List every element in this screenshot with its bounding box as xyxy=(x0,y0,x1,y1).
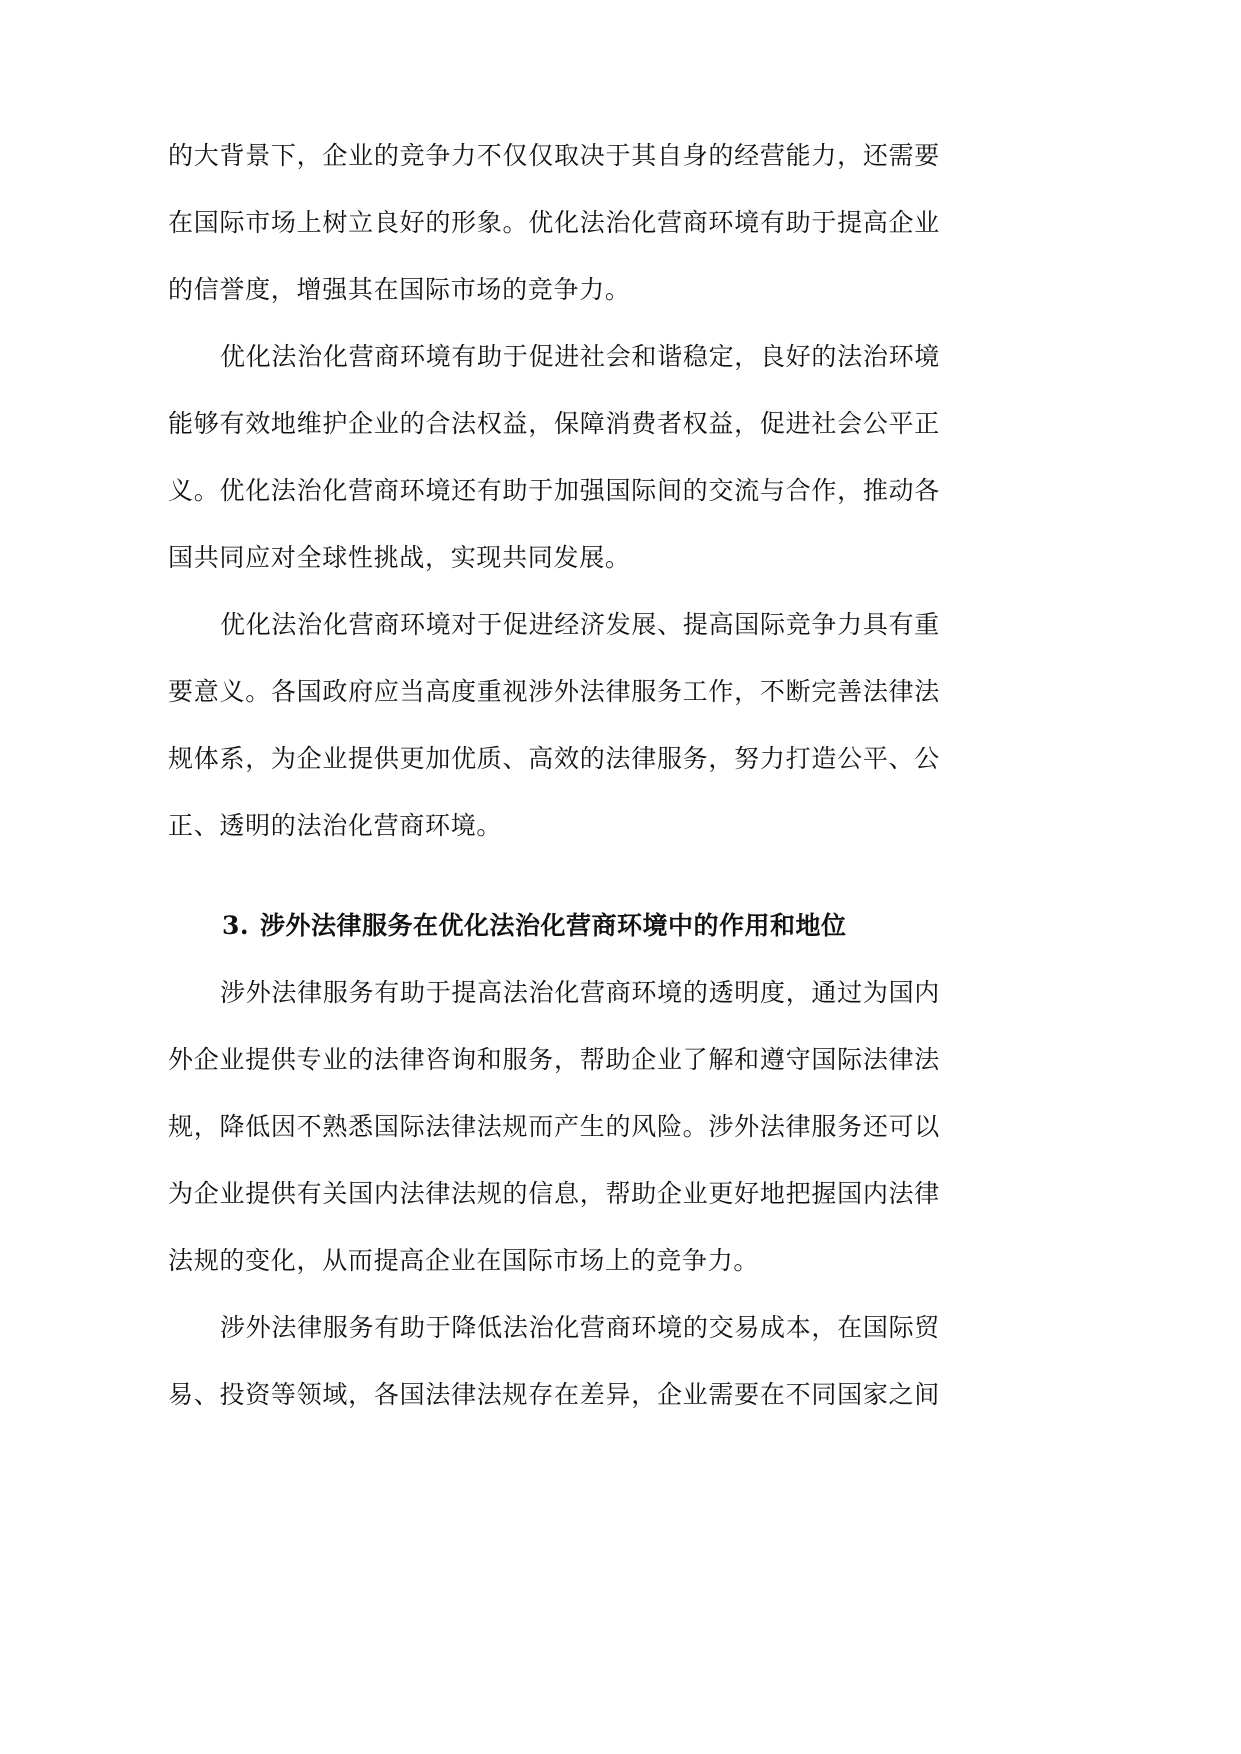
text-line: 外企业提供专业的法律咨询和服务，帮助企业了解和遵守国际法律法 xyxy=(168,1045,940,1074)
text-line: 国共同应对全球性挑战，实现共同发展。 xyxy=(168,543,631,572)
text-line: 涉外法律服务有助于提高法治化营商环境的透明度，通过为国内 xyxy=(220,978,940,1007)
text-line: 为企业提供有关国内法律法规的信息，帮助企业更好地把握国内法律 xyxy=(168,1179,940,1208)
text-line: 义。优化法治化营商环境还有助于加强国际间的交流与合作，推动各 xyxy=(168,476,940,505)
text-line: 要意义。各国政府应当高度重视涉外法律服务工作，不断完善法律法 xyxy=(168,677,940,706)
text-line: 涉外法律服务有助于降低法治化营商环境的交易成本，在国际贸 xyxy=(220,1313,940,1342)
paragraph xyxy=(168,959,940,1294)
document-body xyxy=(168,122,940,1428)
text-line: 优化法治化营商环境对于促进经济发展、提高国际竞争力具有重 xyxy=(220,610,940,639)
text-line: 法规的变化，从而提高企业在国际市场上的竞争力。 xyxy=(168,1246,760,1275)
section-heading xyxy=(168,892,940,959)
text-line: 优化法治化营商环境有助于促进社会和谐稳定，良好的法治环境 xyxy=(220,342,940,371)
paragraph xyxy=(168,122,940,323)
section-title: 涉外法律服务在优化法治化营商环境中的作用和地位 xyxy=(260,911,847,940)
text-line: 规，降低因不熟悉国际法律法规而产生的风险。涉外法律服务还可以 xyxy=(168,1112,940,1141)
text-line: 正、透明的法治化营商环境。 xyxy=(168,811,503,840)
text-line: 规体系，为企业提供更加优质、高效的法律服务，努力打造公平、公 xyxy=(168,744,940,773)
text-line: 在国际市场上树立良好的形象。优化法治化营商环境有助于提高企业 xyxy=(168,208,940,237)
text-line: 的大背景下，企业的竞争力不仅仅取决于其自身的经营能力，还需要 xyxy=(168,141,940,170)
paragraph xyxy=(168,1294,940,1428)
text-line: 易、投资等领域，各国法律法规存在差异，企业需要在不同国家之间 xyxy=(168,1380,940,1409)
section-number: 3. xyxy=(222,911,250,940)
paragraph xyxy=(168,323,940,591)
paragraph xyxy=(168,591,940,859)
text-line: 能够有效地维护企业的合法权益，保障消费者权益，促进社会公平正 xyxy=(168,409,940,438)
text-line: 的信誉度，增强其在国际市场的竞争力。 xyxy=(168,275,631,304)
